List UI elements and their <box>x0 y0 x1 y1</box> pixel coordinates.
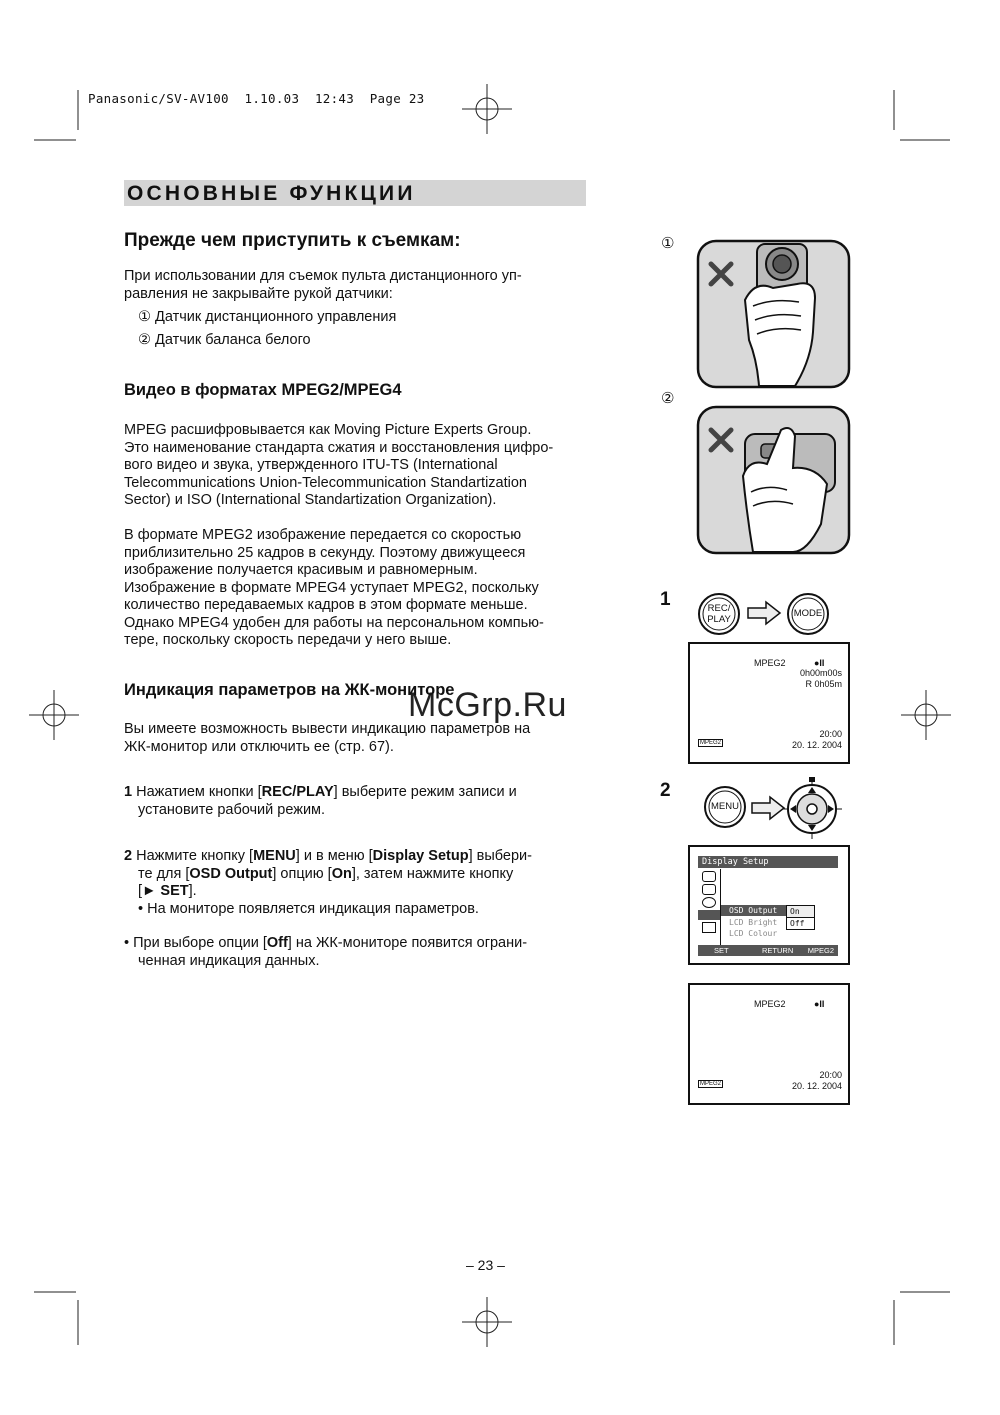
figure-marker-1: ① <box>661 235 675 252</box>
rec-pause-icon: ●II <box>814 658 825 668</box>
menu-button-label: MENU <box>711 801 739 812</box>
screen-format: MPEG2 <box>754 999 786 1009</box>
list-item: ② Датчик баланса белого <box>138 331 311 348</box>
lcd-screen-limited <box>688 983 850 1105</box>
sensor-list <box>138 309 608 349</box>
display-icon <box>698 910 720 920</box>
joystick-set-icon <box>780 777 844 841</box>
rec-pause-icon: ●II <box>814 999 825 1009</box>
camera-icon <box>702 884 716 895</box>
intro-paragraph: При использовании для съемок пульта дистанционного уп- равления не закрывайте рукой датчики: <box>124 268 522 302</box>
note-off: • При выборе опции [Off] на ЖК-мониторе появится ограни- ченная индикация данных. <box>124 935 528 969</box>
screen-clock: 20:00 <box>819 729 842 739</box>
menu-option-osd-output[interactable]: OSD Output <box>721 905 789 916</box>
screen-date: 20. 12. 2004 <box>791 740 842 750</box>
step-1: 1 Нажатием кнопки [REC/PLAY] выберите режим записи и установите рабочий режим. <box>124 784 517 818</box>
footer-set: SET <box>714 946 729 955</box>
arrow-right-icon <box>746 600 782 626</box>
screen-clock: 20:00 <box>819 1070 842 1080</box>
list-item: ① Датчик дистанционного управления <box>138 309 397 325</box>
watermark: McGrp.Ru <box>408 686 567 724</box>
hand-covering-remote-sensor-illustration <box>697 240 852 390</box>
menu-icon-column <box>698 869 721 945</box>
figure-step-2-number: 2 <box>660 780 671 801</box>
menu-option-lcd-bright[interactable]: LCD Bright <box>729 918 778 927</box>
footer-return: RETURN <box>762 946 794 955</box>
step-2: 2 Нажмите кнопку [MENU] и в меню [Display Setup] выбери- те для [OSD Output] опцию [On], затем нажмите кнопку [► SET]. • На мониторе появляется индикация параметров. <box>124 848 532 917</box>
globe-icon <box>702 897 716 908</box>
screen-format: MPEG2 <box>754 658 786 668</box>
mpeg-paragraph-2: В формате MPEG2 изображение передается со скоростью приблизительно 25 кадров в секунду. Поэтому движущееся изображение получается красивым и равномерным. Изображение в формате MPEG4 уступает MPEG2, поскольку количество передаваемых кадров в этом формате меньше. Однако MPEG4 удобен для работы на персональном компью- тере, поскольку скорость передачи у него выше. <box>124 527 544 648</box>
menu-option-lcd-colour[interactable]: LCD Colour <box>729 929 778 938</box>
figure-marker-2: ② <box>661 390 675 407</box>
footer-mode: MPEG2 <box>807 946 834 955</box>
menu-title: Display Setup <box>698 856 838 868</box>
mode-button-label: MODE <box>793 608 823 619</box>
menu-footer <box>698 945 838 956</box>
lcd-screen-menu <box>688 845 850 965</box>
mpeg2-badge: MPEG2 <box>700 740 722 746</box>
figure-step-1-number: 1 <box>660 589 671 610</box>
heading-before-shooting: Прежде чем приступить к съемкам: <box>124 230 461 251</box>
heading-lcd: Индикация параметров на ЖК-мониторе <box>124 681 455 699</box>
heading-mpeg: Видео в форматах MPEG2/MPEG4 <box>124 381 402 399</box>
screen-date: 20. 12. 2004 <box>791 1081 842 1091</box>
other-icon <box>702 922 716 933</box>
mpeg2-badge: MPEG2 <box>700 1081 722 1087</box>
screen-remain: R 0h05m <box>805 679 842 689</box>
lcd-intro: Вы имеете возможность вывести индикацию параметров на ЖК-монитор или отключить ее (стр. 67). <box>124 721 531 755</box>
mpeg-paragraph-1: MPEG расшифровывается как Moving Picture Experts Group. Это наименование стандарта сжатия и восстановления цифро- вого видео и звука, утвержденного ITU-TS (International Telecommunications Union-Telecommunication Standartization Sector) и ISO (International Standartization Organization). <box>124 422 554 508</box>
rec-play-button-label: REC/ PLAY <box>707 603 731 625</box>
print-header-mark: Panasonic/SV-AV100 1.10.03 12:43 Page 23 <box>88 91 425 106</box>
hand-covering-wb-sensor-illustration <box>697 406 852 556</box>
screen-time: 0h00m00s <box>799 668 842 678</box>
page-number: – 23 – <box>466 1257 505 1273</box>
section-title: ОСНОВНЫЕ ФУНКЦИИ <box>127 182 416 205</box>
menu-value-on[interactable]: On <box>786 905 815 918</box>
settings-icon <box>702 871 716 882</box>
menu-value-off[interactable]: Off <box>786 917 815 930</box>
lcd-screen-recording <box>688 642 850 764</box>
